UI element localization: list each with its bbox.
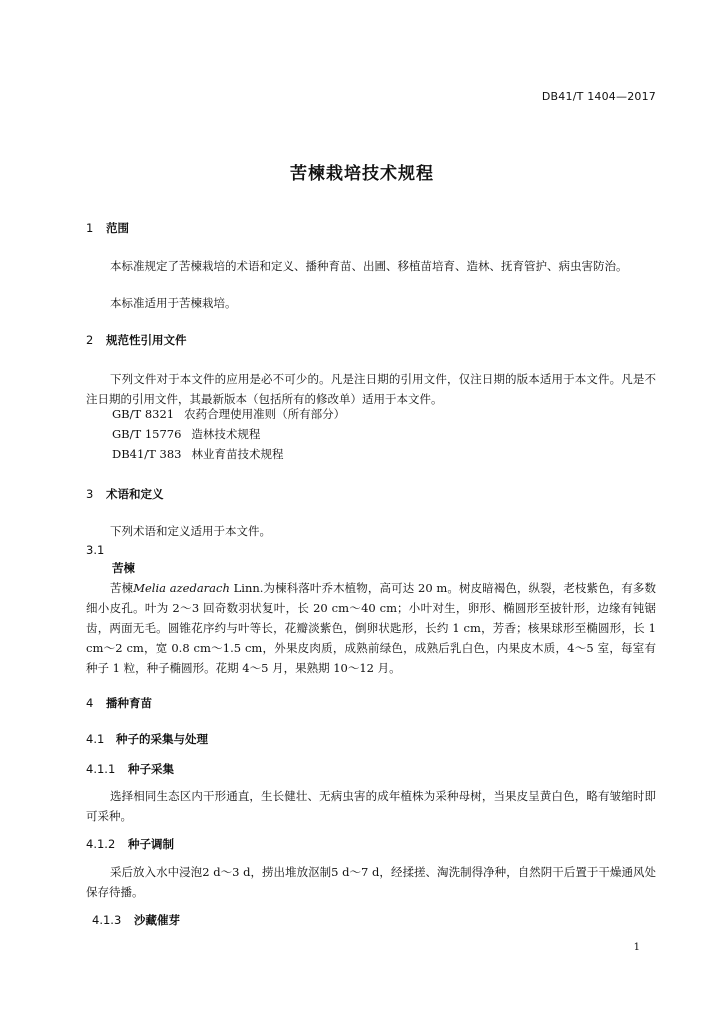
reference-item (112, 446, 283, 462)
page-number: 1 (633, 942, 640, 953)
section-number: 3 (86, 487, 94, 501)
reference-title: 林业育苗技术规程 (191, 447, 284, 461)
standard-code: DB41/T 1404—2017 (541, 90, 656, 103)
section-title: 沙藏催芽 (134, 913, 180, 927)
section-2-heading (86, 332, 187, 348)
section-number: 4.1.2 (86, 837, 116, 851)
section-3-heading (86, 486, 164, 502)
section-title: 种子采集 (128, 762, 174, 776)
section-number: 4.1.3 (92, 913, 122, 927)
section-4-heading (86, 695, 152, 711)
section-4-1-1-heading (86, 761, 174, 777)
reference-item (112, 426, 260, 442)
term-number: 3.1 (86, 543, 105, 557)
section-number: 4.1 (86, 732, 105, 746)
section-4-1-1-paragraph: 选择相同生态区内干形通直，生长健壮、无病虫害的成年植株为采种母树，当果皮呈黄白色，略有皱缩时即可采种。 (86, 789, 656, 823)
definition-body: Linn.为楝科落叶乔木植物，高可达 20 m。树皮暗褐色，纵裂，老枝紫色，有多数细小皮孔。叶为 2～3 回奇数羽状复叶，长 20 cm～40 cm；小叶对生，卵形、椭圆形至披针形，边缘有钝锯齿，两面无毛。圆锥花序约与叶等长，花瓣淡紫色，倒卵状匙形，长约 1 cm，芳香；核果球形至椭圆形，长 1 cm～2 cm，宽 0.8 cm～1.5 cm，外果皮肉质，成熟前绿色，成熟后乳白色，内果皮木质，4～5 室，每室有种子 1 粒，种子椭圆形。花期 4～5 月，果熟期 10～12 月。 (86, 581, 656, 675)
section-title: 规范性引用文件 (106, 333, 187, 347)
reference-title: 农药合理使用准则（所有部分） (184, 407, 346, 421)
reference-code: GB/T 8321 (112, 407, 175, 421)
section-title: 播种育苗 (106, 696, 152, 710)
section-title: 术语和定义 (106, 487, 164, 501)
section-number: 1 (86, 221, 94, 235)
section-4-1-2-heading (86, 836, 174, 852)
section-title: 种子调制 (128, 837, 174, 851)
section-title: 种子的采集与处理 (116, 732, 208, 746)
section-2-paragraph-1: 下列文件对于本文件的应用是必不可少的。凡是注日期的引用文件，仅注日期的版本适用于本文件。凡是不注日期的引用文件，其最新版本（包括所有的修改单）适用于本文件。 (86, 372, 656, 406)
section-title: 范围 (106, 221, 129, 235)
section-3-paragraph-1: 下列术语和定义适用于本文件。 (110, 524, 271, 538)
section-4-1-heading (86, 731, 208, 747)
section-number: 4 (86, 696, 94, 710)
section-4-1-3-heading (92, 912, 180, 928)
section-number: 2 (86, 333, 94, 347)
term-definition (86, 578, 656, 678)
reference-code: GB/T 15776 (112, 427, 182, 441)
term-name: 苦楝 (112, 561, 135, 575)
section-4-1-2-paragraph: 采后放入水中浸泡2 d～3 d，捞出堆放沤制5 d～7 d，经揉搓、淘洗制得净种，自然阴干后置于干燥通风处保存待播。 (86, 865, 656, 899)
reference-code: DB41/T 383 (112, 447, 182, 461)
reference-item (112, 406, 345, 422)
latin-name: Melia azedarach (133, 581, 230, 595)
section-1-heading (86, 220, 129, 236)
section-1-paragraph-1: 本标准规定了苦楝栽培的术语和定义、播种育苗、出圃、移植苗培育、造林、抚育管护、病虫害防治。 (110, 259, 628, 273)
page-title: 苦楝栽培技术规程 (290, 164, 434, 184)
section-number: 4.1.1 (86, 762, 116, 776)
section-1-paragraph-2: 本标准适用于苦楝栽培。 (110, 296, 237, 310)
definition-lead: 苦楝 (110, 581, 134, 595)
reference-title: 造林技术规程 (191, 427, 261, 441)
